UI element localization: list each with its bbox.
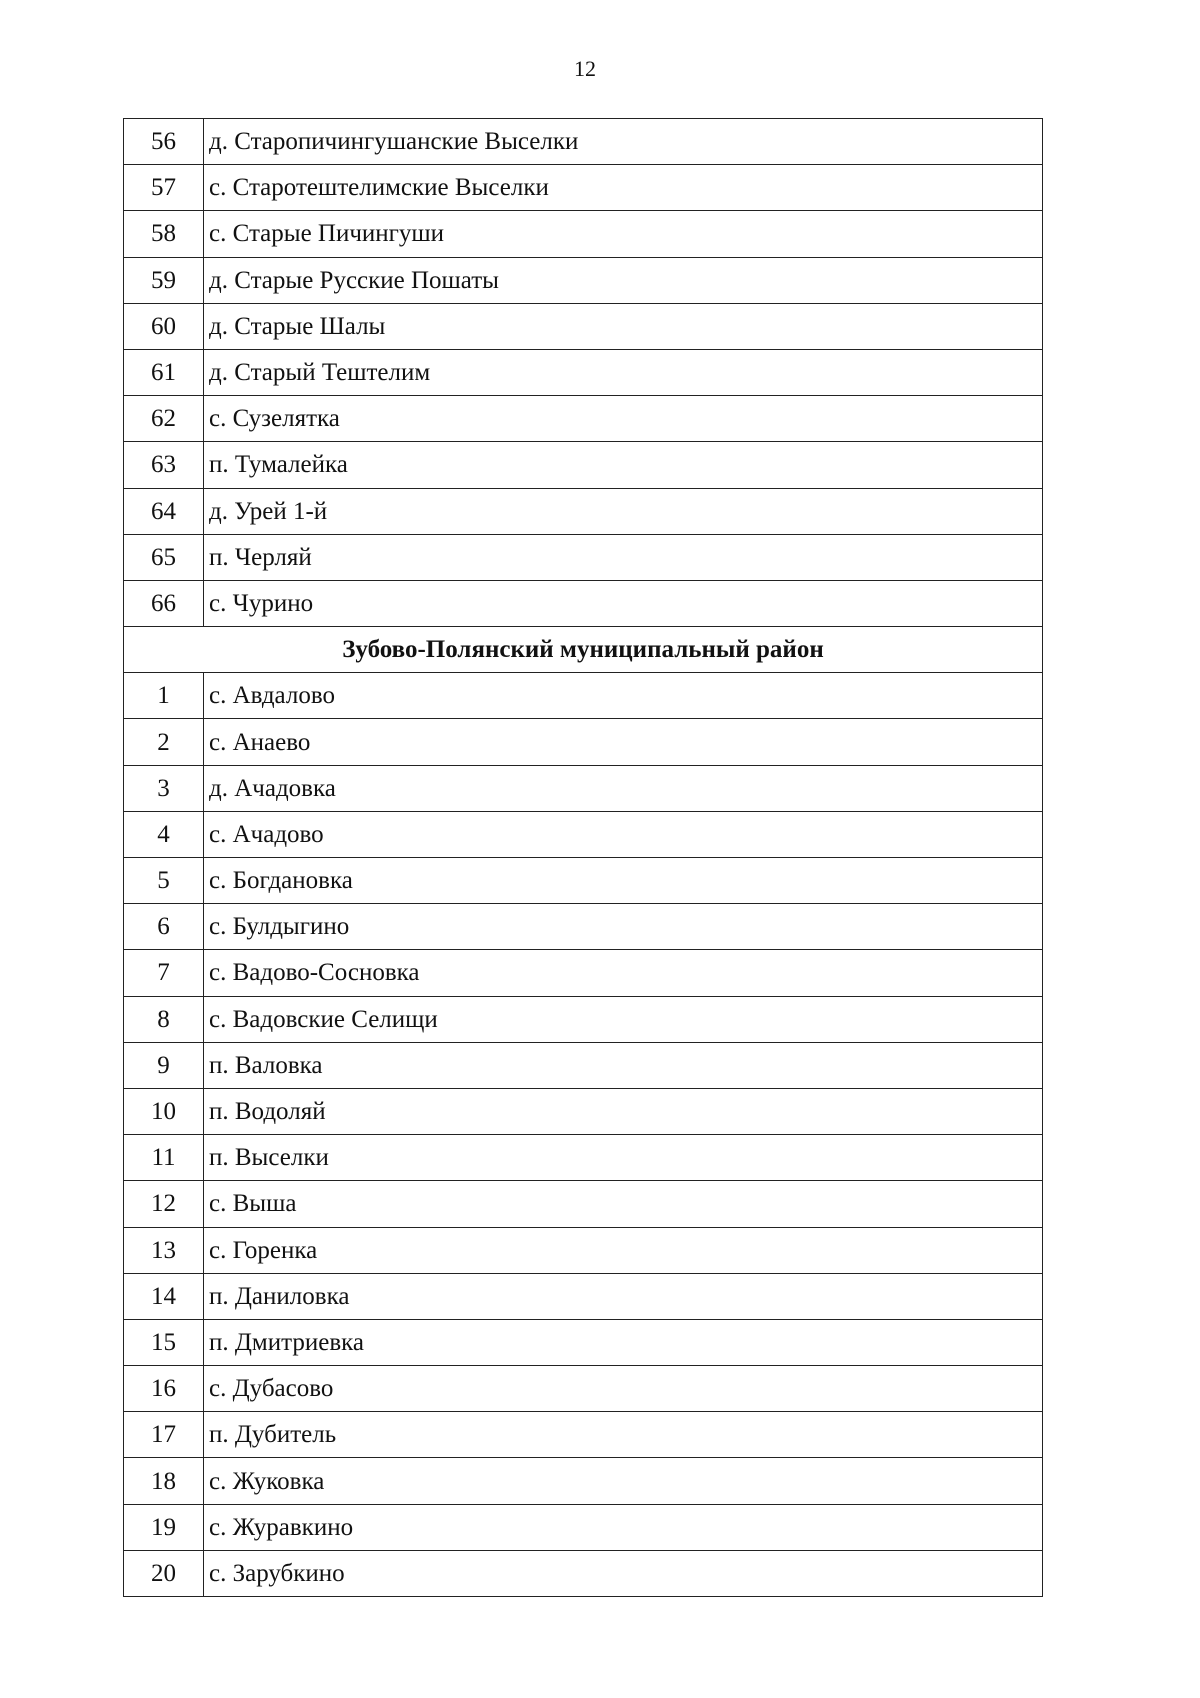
row-number: 61 [124,349,204,395]
settlement-name: с. Дубасово [204,1366,1043,1412]
row-number: 60 [124,303,204,349]
settlement-name: с. Выша [204,1181,1043,1227]
settlement-name: д. Урей 1-й [204,488,1043,534]
section-title: Зубово-Полянский муниципальный район [124,627,1043,673]
table-row [124,1319,1043,1365]
table-row [124,119,1043,165]
settlement-name: с. Старые Пичингуши [204,211,1043,257]
table-row [124,765,1043,811]
table-row [124,996,1043,1042]
table-row [124,396,1043,442]
page-number: 12 [574,56,596,81]
table-row [124,858,1043,904]
row-number: 18 [124,1458,204,1504]
settlement-name: д. Старопичингушанские Выселки [204,119,1043,165]
settlement-name: п. Выселки [204,1135,1043,1181]
settlement-name: п. Черляй [204,534,1043,580]
table-row [124,349,1043,395]
table-row [124,1181,1043,1227]
table-row [124,580,1043,626]
settlement-name: с. Горенка [204,1227,1043,1273]
settlement-name: с. Анаево [204,719,1043,765]
row-number: 59 [124,257,204,303]
settlement-name: п. Дубитель [204,1412,1043,1458]
table-row [124,1412,1043,1458]
settlement-name: с. Богдановка [204,858,1043,904]
settlement-name: д. Ачадовка [204,765,1043,811]
row-number: 10 [124,1088,204,1134]
table-row [124,904,1043,950]
row-number: 8 [124,996,204,1042]
table-row [124,1366,1043,1412]
settlement-name: д. Старый Тештелим [204,349,1043,395]
row-number: 19 [124,1504,204,1550]
table-row [124,1550,1043,1596]
row-number: 3 [124,765,204,811]
settlement-name: с. Вадовские Селищи [204,996,1043,1042]
row-number: 20 [124,1550,204,1596]
row-number: 16 [124,1366,204,1412]
row-number: 4 [124,811,204,857]
row-number: 13 [124,1227,204,1273]
table-row [124,673,1043,719]
row-number: 63 [124,442,204,488]
settlement-name: п. Даниловка [204,1273,1043,1319]
settlement-name: с. Жуковка [204,1458,1043,1504]
row-number: 14 [124,1273,204,1319]
table-row [124,1227,1043,1273]
settlement-name: п. Валовка [204,1042,1043,1088]
settlement-name: д. Старые Шалы [204,303,1043,349]
table-row [124,303,1043,349]
table-row [124,1458,1043,1504]
settlement-name: с. Зарубкино [204,1550,1043,1596]
table-body-top [124,119,1043,1597]
row-number: 9 [124,1042,204,1088]
settlement-name: п. Тумалейка [204,442,1043,488]
section-header-row [124,627,1043,673]
table-row [124,1504,1043,1550]
settlement-name: с. Авдалово [204,673,1043,719]
row-number: 56 [124,119,204,165]
table-row [124,1042,1043,1088]
table-row [124,811,1043,857]
row-number: 6 [124,904,204,950]
settlement-name: п. Дмитриевка [204,1319,1043,1365]
row-number: 5 [124,858,204,904]
table-row [124,257,1043,303]
table-row [124,534,1043,580]
settlement-name: д. Старые Русские Пошаты [204,257,1043,303]
table-row [124,1088,1043,1134]
table-row [124,719,1043,765]
row-number: 66 [124,580,204,626]
row-number: 62 [124,396,204,442]
row-number: 2 [124,719,204,765]
settlement-name: с. Чурино [204,580,1043,626]
row-number: 17 [124,1412,204,1458]
row-number: 11 [124,1135,204,1181]
row-number: 58 [124,211,204,257]
settlement-name: с. Сузелятка [204,396,1043,442]
table-row [124,442,1043,488]
row-number: 1 [124,673,204,719]
table-row [124,211,1043,257]
settlement-name: с. Вадово-Сосновка [204,950,1043,996]
table-row [124,488,1043,534]
table-row [124,950,1043,996]
table-row [124,1273,1043,1319]
settlements-table [123,118,1043,1597]
settlement-name: с. Журавкино [204,1504,1043,1550]
row-number: 15 [124,1319,204,1365]
settlement-name: п. Водоляй [204,1088,1043,1134]
row-number: 57 [124,165,204,211]
table-row [124,165,1043,211]
settlement-name: с. Старотештелимские Выселки [204,165,1043,211]
settlement-name: с. Ачадово [204,811,1043,857]
row-number: 64 [124,488,204,534]
table-row [124,1135,1043,1181]
row-number: 7 [124,950,204,996]
row-number: 65 [124,534,204,580]
settlement-name: с. Булдыгино [204,904,1043,950]
row-number: 12 [124,1181,204,1227]
